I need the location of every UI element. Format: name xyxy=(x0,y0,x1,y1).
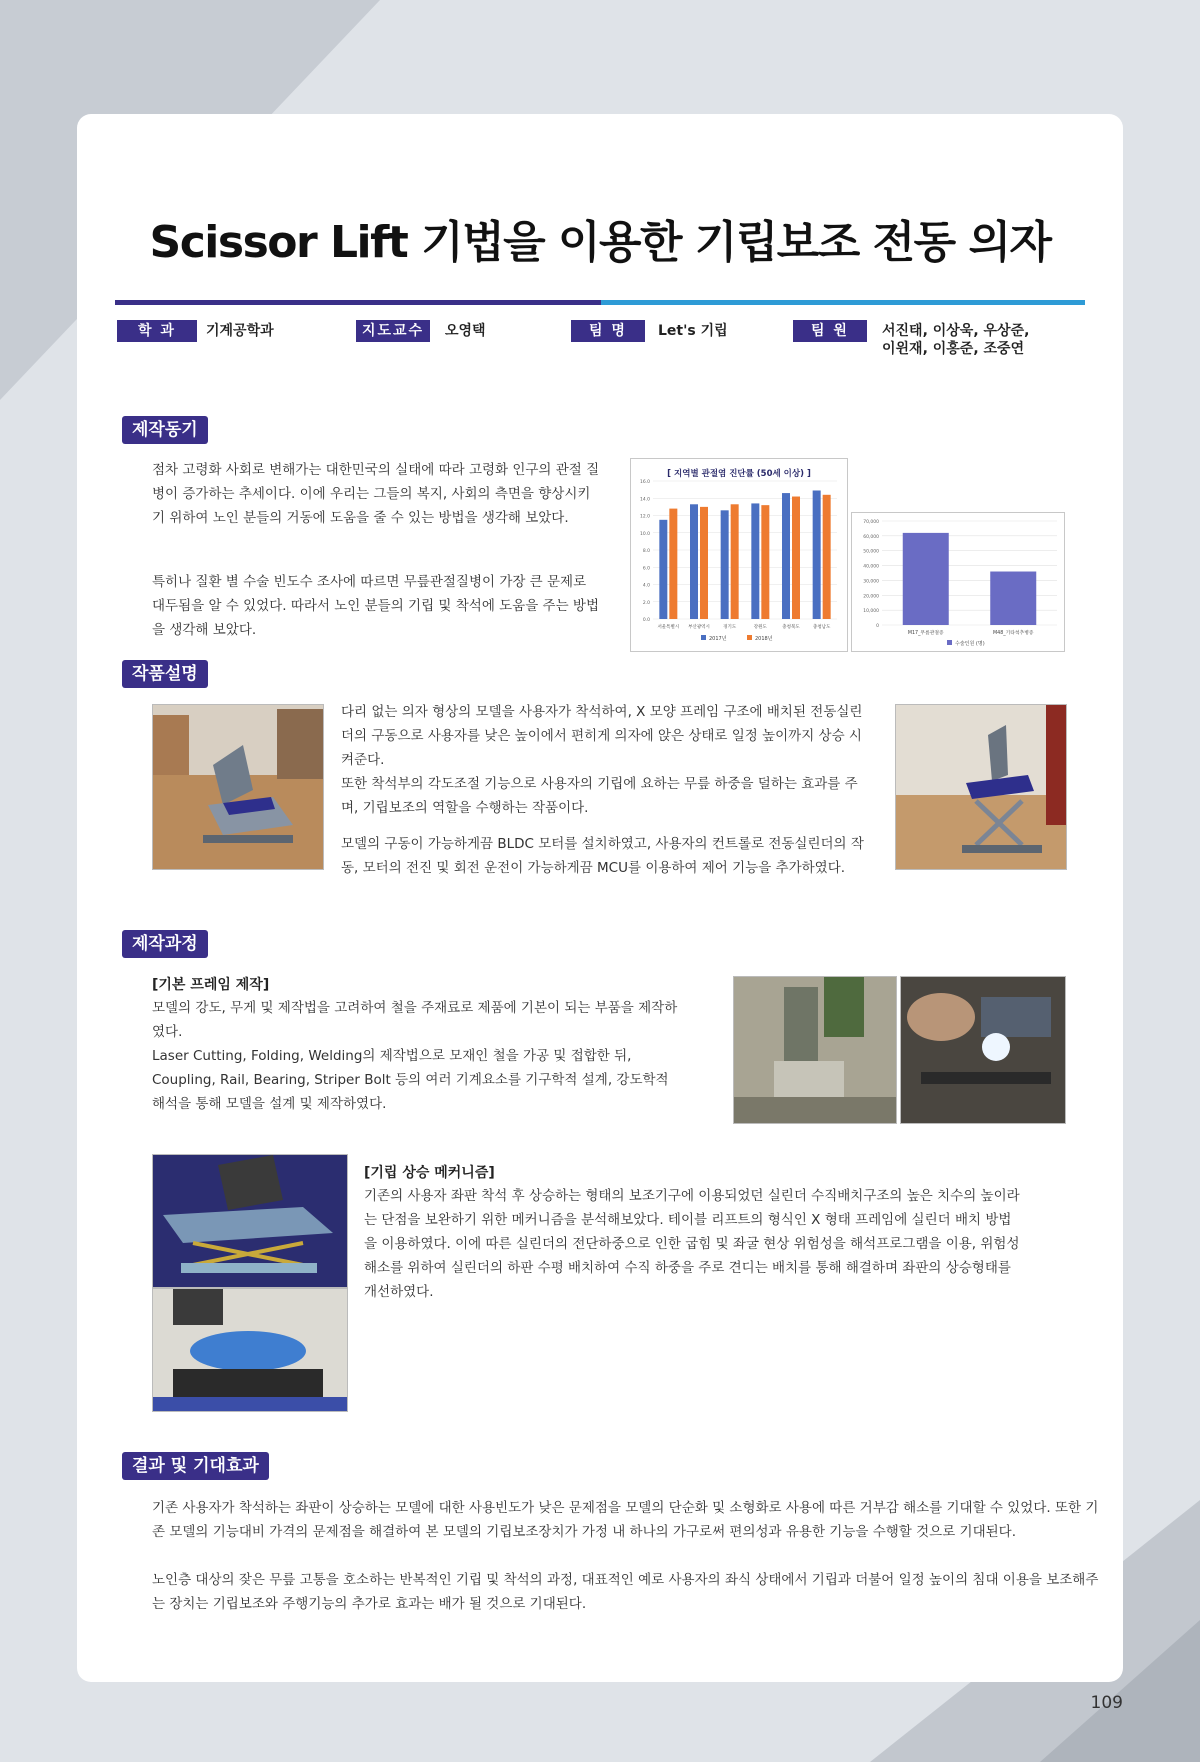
chair-lowered-illustration xyxy=(153,705,323,869)
department-value: 기계공학과 xyxy=(206,323,274,339)
members-line-2: 이윈재, 이홍준, 조중연 xyxy=(882,341,1025,357)
motivation-paragraph-2: 특히나 질환 별 수술 빈도수 조사에 따르면 무릎관절질병이 가장 큰 문제로 대두됨을 알 수 있었다. 따라서 노인 분들의 기립 및 착석에 도움을 주는 방법을 생각해 보았다. xyxy=(152,574,600,638)
description-paragraph-2: 또한 착석부의 각도조절 기능으로 사용자의 기립에 요하는 무릎 하중을 덜하는 효과를 주며, 기립보조의 역할을 수행하는 작품이다. xyxy=(341,776,858,816)
chart1-bar xyxy=(761,505,769,619)
section-heading-motivation: 제작동기 xyxy=(122,416,208,444)
chart2-ytick-label: 30,000 xyxy=(863,579,879,585)
members-label: 팀 원 xyxy=(793,320,867,342)
frame-paragraph-2: Laser Cutting, Folding, Welding의 제작법으로 모재인 철을 가공 및 접합한 뒤, Coupling, Rail, Bearing, Striper Bolt 등의 여러 기계요소를 기구학적 설계, 강도학적 해석을 통해 모델을 설계 및 제작하였다. xyxy=(152,1048,669,1112)
chart1-ytick-label: 12.0 xyxy=(639,514,650,520)
chart1-ytick-label: 16.0 xyxy=(639,480,650,485)
chart1-bar xyxy=(751,503,759,619)
chart2-ytick-label: 50,000 xyxy=(863,549,879,555)
results-paragraph-1: 기존 사용자가 착석하는 좌판이 상승하는 모델에 대한 사용빈도가 낮은 문제점을 모델의 단순화 및 소형화로 사용에 따른 거부감 해소를 기대할 수 있었다. 또한 기존 모델의 기능대비 가격의 문제점을 해결하여 본 모델의 기립보조장치가 가정 내 하나의 가구로써 편의성과 유용한 기능을 수행할 것으로 기대된다. xyxy=(152,1500,1099,1540)
chart-surgery-count-svg xyxy=(852,513,1064,651)
page-title: Scissor Lift 기법을 이용한 기립보조 전동 의자 xyxy=(149,217,1051,268)
chart1-bar xyxy=(823,495,831,619)
members-value xyxy=(882,322,1029,358)
photo-welding xyxy=(900,976,1066,1124)
chart1-bar xyxy=(782,493,790,619)
frame-paragraph-1: 모델의 강도, 무게 및 제작법을 고려하여 철을 주재료로 제품에 기본이 되는 부품을 제작하였다. xyxy=(152,1000,678,1040)
description-paragraph-3: 모델의 구동이 가능하게끔 BLDC 모터를 설치하였고, 사용자의 컨트롤로 전동실린더의 작동, 모터의 전진 및 회전 운전이 가능하게끔 MCU를 이용하여 제어 기능을 추가하였다. xyxy=(341,836,864,876)
chart2-ytick-label: 20,000 xyxy=(863,594,879,600)
department-label: 학 과 xyxy=(117,320,197,342)
chart1-ytick-label: 2.0 xyxy=(642,600,650,606)
chart-regional-arthritis xyxy=(630,458,848,652)
chart1-bar xyxy=(669,509,677,619)
chart2-ytick-label: 10,000 xyxy=(863,609,879,615)
chart1-bar xyxy=(700,507,708,619)
motivation-paragraph-1: 점차 고령화 사회로 변해가는 대한민국의 실태에 따라 고령화 인구의 관절 질병이 증가하는 추세이다. 이에 우리는 그들의 복지, 사회의 측면을 향상시키기 위하여 노인 분들의 거동에 도움을 줄 수 있는 방법을 생각해 보았다. xyxy=(152,462,600,526)
chart1-legend-label: 2018년 xyxy=(755,636,773,642)
chart1-category-label: 경기도 xyxy=(723,625,737,630)
section-heading-results: 결과 및 기대효과 xyxy=(122,1452,269,1480)
laser-cutting-illustration xyxy=(734,977,896,1123)
members-line-1: 서진태, 이상욱, 우상준, xyxy=(882,323,1030,339)
chart1-bar xyxy=(721,510,729,619)
photo-laser-cutting xyxy=(733,976,897,1124)
chart1-ytick-label: 4.0 xyxy=(642,583,650,589)
chart2-ytick-label: 60,000 xyxy=(863,534,879,540)
chart2-ytick-label: 70,000 xyxy=(863,520,879,525)
photo-chair-raised xyxy=(895,704,1067,870)
chart1-legend-swatch xyxy=(701,635,706,640)
chart2-category-label: M48_기타척추병증 xyxy=(993,631,1034,636)
chart1-ytick-label: 0.0 xyxy=(642,618,650,623)
chart-surgery-count xyxy=(851,512,1065,652)
chart1-bar xyxy=(659,520,667,619)
chart2-ytick-label: 40,000 xyxy=(863,564,879,570)
lift-subheading: [기립 상승 메커니즘] xyxy=(364,1165,495,1181)
page-number: 109 xyxy=(1090,1693,1123,1713)
chart1-category-label: 부산광역시 xyxy=(688,625,710,630)
chart1-category-label: 충청남도 xyxy=(812,625,831,630)
chart1-category-label: 강원도 xyxy=(753,625,767,630)
advisor-value: 오영택 xyxy=(445,323,486,339)
chair-raised-illustration xyxy=(896,705,1066,869)
description-paragraph-1: 다리 없는 의자 형상의 모델을 사용자가 착석하여, X 모양 프레임 구조에 배치된 전동실린더의 구동으로 사용자를 낮은 높이에서 편히게 의자에 앉은 상태로 일정 높이까지 상승 시켜준다. xyxy=(341,704,863,768)
chart2-category-label: M17_무릎관절증 xyxy=(907,631,944,636)
chart2-ytick-label: 0 xyxy=(876,624,879,629)
frame-subheading: [기본 프레임 제작] xyxy=(152,977,270,993)
chart2-legend-swatch xyxy=(947,640,952,645)
section-heading-process: 제작과정 xyxy=(122,930,208,958)
chart1-category-label: 충청북도 xyxy=(782,625,800,630)
photo-chair-lowered xyxy=(152,704,324,870)
chart1-bar xyxy=(813,490,821,619)
chart2-legend-label: 수술인원 (명) xyxy=(955,641,985,647)
section-heading-description: 작품설명 xyxy=(122,660,208,688)
title-rule-left xyxy=(115,300,601,305)
chart2-bar xyxy=(903,533,949,625)
chart-regional-arthritis-svg xyxy=(631,459,847,651)
chart1-bar xyxy=(690,504,698,619)
chart1-bar xyxy=(792,497,800,619)
results-paragraph-2: 노인층 대상의 잦은 무릎 고통을 호소하는 반복적인 기립 및 착석의 과정, 대표적인 예로 사용자의 좌식 상태에서 기립과 더불어 일정 높이의 침대 이용을 보조해주는 장치는 기립보조와 주행기능의 추가로 효과는 배가 될 것으로 기대된다. xyxy=(152,1572,1099,1612)
team-value: Let's 기립 xyxy=(658,323,728,339)
photo-prototype-seat xyxy=(152,1288,348,1412)
advisor-label: 지도교수 xyxy=(356,320,430,342)
prototype-seat-illustration xyxy=(153,1289,347,1411)
chart1-ytick-label: 6.0 xyxy=(642,566,650,572)
scissor-frame-render xyxy=(153,1155,347,1287)
chart1-category-label: 서울특별시 xyxy=(657,625,680,630)
lift-paragraph: 기존의 사용자 좌판 착석 후 상승하는 형태의 보조기구에 이용되었던 실린더 수직배치구조의 높은 치수의 높이라는 단점을 보완하기 위한 메커니즘을 분석해보았다. 테이블 리프트의 형식인 X 형태 프레임에 실린더 배치 방법을 이용하였다. 이에 따른 실린더의 전단하중으로 인한 굽힘 및 좌굴 현상 위험성을 해석프로그램을 이용, 위험성 해소를 위하여 실린더의 하판 수평 배치하여 수직 하중을 주로 견디는 배치를 통해 해결하며 좌판의 상승형태를 개선하였다. xyxy=(364,1188,1020,1300)
title-rule-right xyxy=(601,300,1085,305)
poster-card xyxy=(77,114,1123,1682)
welding-illustration xyxy=(901,977,1065,1123)
chart1-bar xyxy=(731,504,739,619)
render-scissor-frame xyxy=(152,1154,348,1288)
chart1-legend-label: 2017년 xyxy=(709,636,727,642)
chart2-bar xyxy=(990,572,1036,625)
chart1-title: [ 지역별 관절염 진단률 (50세 이상) ] xyxy=(667,469,811,479)
chart1-ytick-label: 8.0 xyxy=(642,549,650,554)
chart1-ytick-label: 14.0 xyxy=(639,497,650,503)
chart1-legend-swatch xyxy=(747,635,752,640)
team-label: 팀 명 xyxy=(571,320,645,342)
chart1-ytick-label: 10.0 xyxy=(639,531,650,537)
